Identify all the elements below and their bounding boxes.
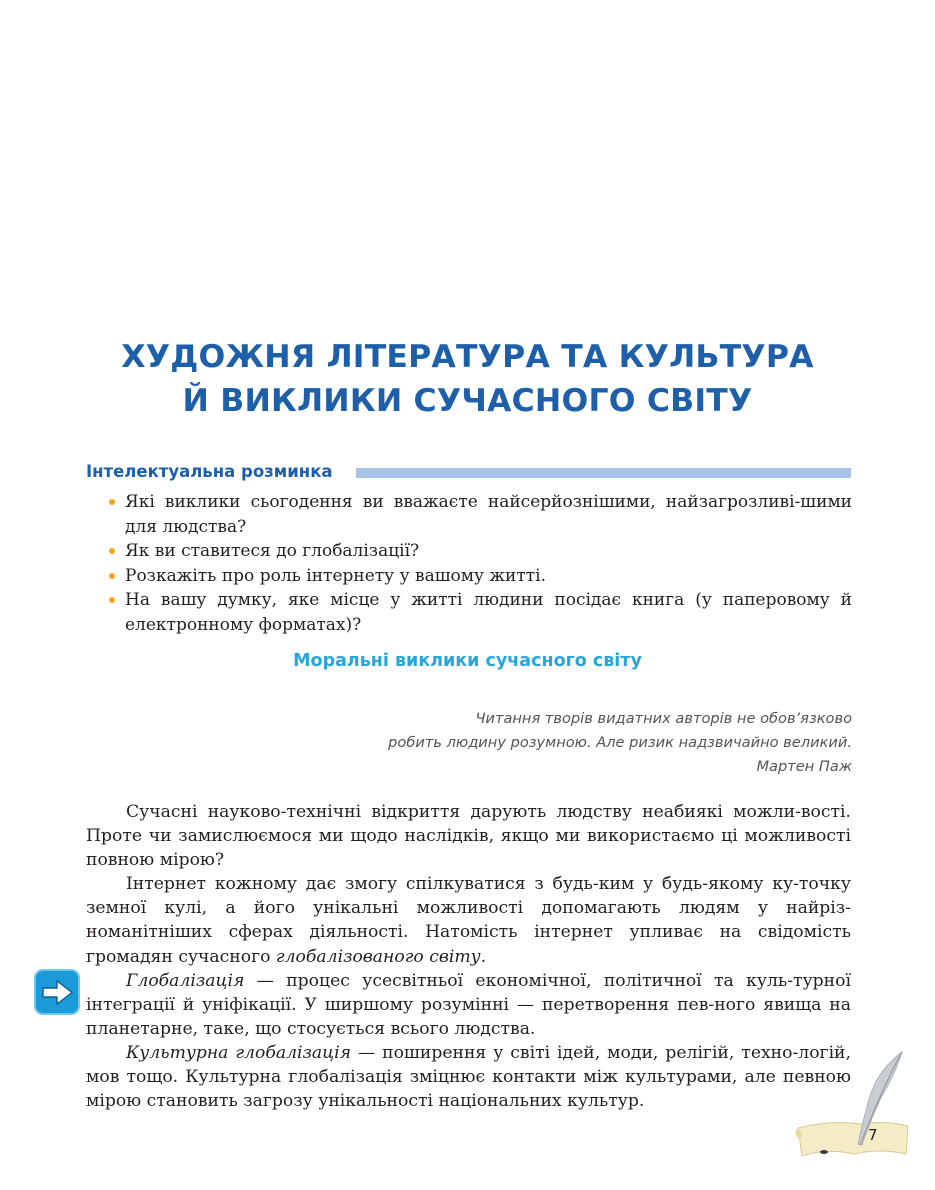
paragraph-1: Сучасні науково-технічні відкриття дарують людству неабиякі можли-вості. Проте чи замислюємося ми щодо наслідків, якщо ми використаємо ці можливості повною мірою? [86,802,851,871]
paragraph-2 [86,872,851,968]
chapter-title-line-2: Й ВИКЛИКИ СУЧАСНОГО СВІТУ [182,383,753,419]
question-text: Розкажіть про роль інтернету у вашому житті. [125,565,546,586]
term-cultural-globalization: Культурна глобалізація [126,1042,352,1063]
paragraph-2-emphasis: глобалізованого світу [275,946,481,967]
list-item [108,588,852,637]
list-item [108,564,852,589]
warmup-question-list [108,490,852,637]
warmup-header [86,459,851,485]
bullet-icon [109,597,115,603]
main-text [86,800,851,1113]
warmup-divider-bar [356,468,851,478]
epigraph-author: Мартен Паж [756,758,852,775]
quill-scroll-icon [790,1050,920,1165]
epigraph-line-1: Читання творів видатних авторів не обов’язково [475,710,852,727]
page-number: 7 [868,1126,878,1144]
definition-globalization-text: — процес усесвітньої економічної, політичної та куль-турної інтеграції й уніфікації. У ширшому розумінні — перетворення пев-ного явища на планетарне, таке, що стосується всього людства. [86,970,851,1039]
question-text: Як ви ставитеся до глобалізації? [125,541,420,561]
epigraph [292,707,852,779]
chapter-title [0,335,935,423]
arrow-glyph [42,980,73,1005]
chapter-title-line-1: ХУДОЖНЯ ЛІТЕРАТУРА ТА КУЛЬТУРА [121,339,814,375]
paragraph-2-end: . [480,946,487,967]
question-text: На вашу думку, яке місце у житті людини посідає книга (у паперовому й електронному форматах)? [125,590,852,635]
definition-globalization [86,969,851,1041]
right-arrow-icon [34,969,80,1015]
section-heading: Моральні виклики сучасного світу [293,651,642,671]
bullet-icon [109,499,115,505]
question-text: Які виклики сьогодення ви вважаєте найсерйознішими, найзагрозливі-шими для людства? [125,492,852,537]
paragraph-2-text: Інтернет кожному дає змогу спілкуватися з будь-ким у будь-якому ку-точку земної кулі, а його унікальні можливості допомагають людям у найріз-номанітніших сферах діяльності. Натомість інтернет упливає на свідомість громадян сучасного [86,874,851,967]
bullet-icon [109,548,115,554]
epigraph-line-2: робить людину розумною. Але ризик надзвичайно великий. [388,734,852,751]
term-globalization: Глобалізація [126,970,245,991]
definition-cultural-globalization [86,1041,851,1113]
list-item [108,490,852,539]
bullet-icon [109,573,115,579]
list-item [108,539,852,564]
definition-cultural-globalization-text: — поширення у світі ідей, моди, релігій, техно-логій, мов тощо. Культурна глобалізація зміцнює контакти між культурами, але певною мірою становить загрозу унікальності національних культур. [86,1042,851,1112]
warmup-label: Інтелектуальна розминка [86,462,333,481]
